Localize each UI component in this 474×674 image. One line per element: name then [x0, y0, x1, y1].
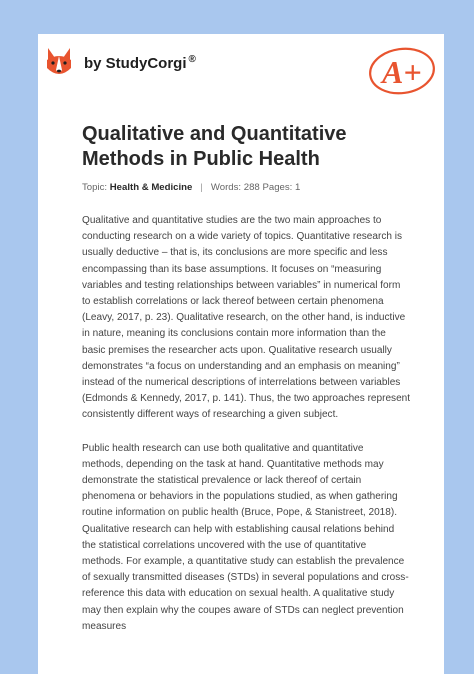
paragraph-line: demonstrate the statistical prevalence or lack thereof of certain — [82, 475, 362, 487]
paragraph-line: methods, depending on the task at hand. Quantitative methods may — [82, 458, 384, 470]
pages-label: Pages: — [262, 182, 293, 193]
body-paragraph — [82, 441, 427, 635]
paragraph-line: demonstrates “a focus on understanding and an emphasis on meaning” — [82, 360, 400, 372]
document-meta — [82, 182, 300, 193]
paragraph-line: variables and testing relationships between variables” in numerical form — [82, 279, 401, 291]
brand-name-text: by StudyCorgi — [84, 55, 187, 72]
paragraph-line: Qualitative research can help with establishing causal relations behind — [82, 523, 395, 535]
title-line: Qualitative and Quantitative — [82, 123, 347, 145]
words-label: Words: — [210, 182, 242, 193]
paragraph-line: (Edmonds & Kennedy, 2017, p. 141). Thus, the two approaches represent — [82, 393, 411, 405]
paragraph-line: conducting research on a wide variety of topics. Quantitative research is — [82, 231, 402, 243]
a-plus-badge-icon — [366, 44, 438, 96]
corgi-icon — [44, 46, 74, 80]
document-body — [82, 213, 427, 652]
paragraph-line: to establish correlations or lack thereof between certain phenomena — [82, 296, 384, 308]
meta-separator: | — [200, 182, 203, 193]
grade-text: A+ — [382, 54, 422, 90]
paragraph-line: encompassing than its base assumptions. It focuses on “measuring — [82, 263, 382, 275]
words-value: 288 — [243, 182, 260, 193]
paragraph-line: the statistical correlations uncovered with the use of quantitative — [82, 539, 367, 551]
paragraph-line: Public health research can use both qualitative and quantitative — [82, 442, 364, 454]
brand-name — [84, 54, 196, 72]
paragraph-line: basic premises the researcher acts upon. Qualitative research usually — [82, 344, 392, 356]
topic-label: Topic: — [82, 182, 108, 193]
brand-header[interactable] — [44, 46, 196, 80]
title-line: Methods in Public Health — [82, 148, 320, 170]
body-paragraph — [82, 213, 427, 424]
paragraph-line: consistently different ways of researching a given subject. — [82, 409, 339, 421]
paragraph-line: Qualitative and quantitative studies are the two main approaches to — [82, 215, 382, 226]
paragraph-line: routine information on public health (Bruce, Pope, & Stanistreet, 2018). — [82, 507, 397, 519]
paragraph-line: usually deductive – that is, its conclusions are more specific and less — [82, 247, 388, 259]
paragraph-line: (Leavy, 2017, p. 23). Qualitative research, on the other hand, is inductive — [82, 312, 406, 324]
page-title — [82, 122, 412, 172]
paragraph-line: reference this data with education on sexual health. A qualitative study — [82, 588, 395, 600]
paragraph-line: may then explain why the coupes aware of STDs can neglect prevention — [82, 604, 404, 616]
paragraph-line: phenomena or behaviors in the populations studied, as when gathering — [82, 491, 398, 503]
paragraph-line: in nature, meaning its conclusions contain more information than the — [82, 328, 386, 340]
pages-value: 1 — [295, 182, 301, 193]
paragraph-line: methods. For example, a quantitative study can establish the prevalence — [82, 556, 405, 568]
paragraph-line: instead of the numerical descriptions of interrelations between variables — [82, 377, 401, 389]
paragraph-line: of sexually transmitted diseases (STDs) in several populations and cross- — [82, 572, 409, 584]
registered-mark: ® — [188, 54, 196, 65]
topic-link[interactable]: Health & Medicine — [109, 182, 193, 193]
paragraph-line: measures — [82, 620, 127, 632]
